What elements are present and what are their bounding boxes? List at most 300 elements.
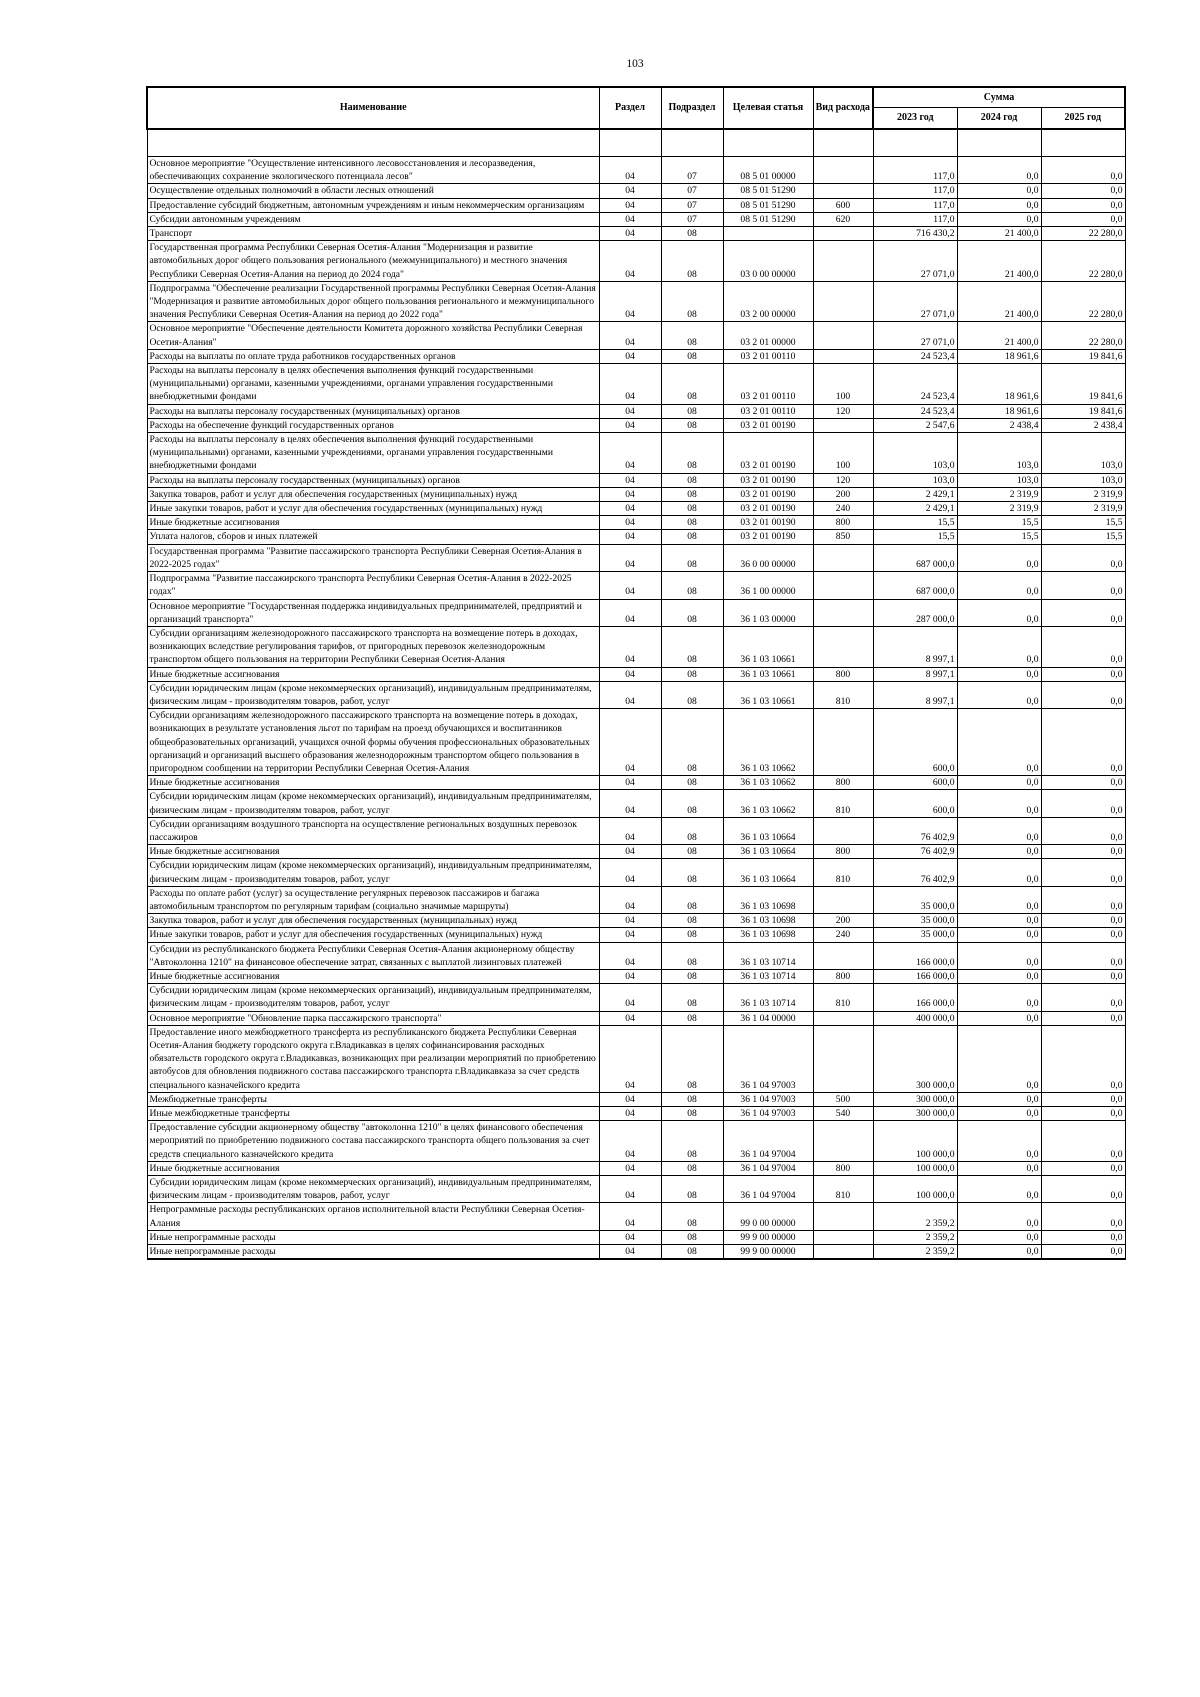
row-subsection: 08 xyxy=(661,1011,723,1025)
row-sum-2025: 0,0 xyxy=(1041,790,1125,817)
row-sum-2023: 687 000,0 xyxy=(873,572,957,599)
row-sum-2024: 15,5 xyxy=(957,516,1041,530)
row-name: Расходы на выплаты по оплате труда работников государственных органов xyxy=(147,349,599,363)
row-sum-2023: 600,0 xyxy=(873,709,957,776)
row-subsection: 08 xyxy=(661,1230,723,1244)
row-name: Субсидии организациям воздушного транспорта на осуществление региональных воздушных перевозок пассажиров xyxy=(147,817,599,844)
row-sum-2024: 0,0 xyxy=(957,1176,1041,1203)
row-sum-2024: 2 319,9 xyxy=(957,502,1041,516)
row-section: 04 xyxy=(599,1230,661,1244)
row-expense-type: 800 xyxy=(813,969,873,983)
row-sum-2024: 0,0 xyxy=(957,184,1041,198)
row-section: 04 xyxy=(599,349,661,363)
row-name: Иные закупки товаров, работ и услуг для обеспечения государственных (муниципальных) нужд xyxy=(147,928,599,942)
row-sum-2025: 15,5 xyxy=(1041,516,1125,530)
row-sum-2025: 0,0 xyxy=(1041,198,1125,212)
table-row xyxy=(147,1245,1125,1260)
row-sum-2023: 35 000,0 xyxy=(873,886,957,913)
row-name: Расходы на обеспечение функций государственных органов xyxy=(147,418,599,432)
row-sum-2023: 300 000,0 xyxy=(873,1107,957,1121)
row-target: 36 1 03 10664 xyxy=(723,845,813,859)
row-sum-2023: 2 547,6 xyxy=(873,418,957,432)
row-target: 36 1 03 10662 xyxy=(723,790,813,817)
row-sum-2025: 0,0 xyxy=(1041,212,1125,226)
table-row xyxy=(147,859,1125,886)
col-header-target: Целевая статья xyxy=(723,87,813,129)
row-expense-type xyxy=(813,1121,873,1162)
row-sum-2023: 166 000,0 xyxy=(873,969,957,983)
row-name: Уплата налогов, сборов и иных платежей xyxy=(147,530,599,544)
row-subsection: 07 xyxy=(661,157,723,184)
row-sum-2025: 22 280,0 xyxy=(1041,322,1125,349)
row-subsection: 07 xyxy=(661,198,723,212)
row-sum-2023: 27 071,0 xyxy=(873,241,957,282)
row-name: Основное мероприятие "Государственная поддержка индивидуальных предпринимателей, предприятий и организаций транспорта" xyxy=(147,599,599,626)
row-section: 04 xyxy=(599,1161,661,1175)
row-name: Субсидии юридическим лицам (кроме некоммерческих организаций), индивидуальным предпринимателям, физическим лицам - производителям товаров, работ, услуг xyxy=(147,859,599,886)
row-name: Расходы по оплате работ (услуг) за осуществление регулярных перевозок пассажиров и багажа автомобильным транспортом по регулярным тарифам (социально значимые маршруты) xyxy=(147,886,599,913)
row-subsection: 08 xyxy=(661,404,723,418)
row-expense-type: 120 xyxy=(813,404,873,418)
row-sum-2025: 2 319,9 xyxy=(1041,502,1125,516)
row-sum-2024: 103,0 xyxy=(957,433,1041,474)
row-expense-type: 800 xyxy=(813,667,873,681)
row-expense-type xyxy=(813,886,873,913)
row-target: 08 5 01 51290 xyxy=(723,198,813,212)
row-sum-2023: 100 000,0 xyxy=(873,1176,957,1203)
col-header-expense-type: Вид расхода xyxy=(813,87,873,129)
row-name: Расходы на выплаты персоналу в целях обеспечения выполнения функций государственными (муниципальными) органами, казенными учреждениями, органами управления государственными внебюджетными фондами xyxy=(147,433,599,474)
row-subsection: 08 xyxy=(661,473,723,487)
row-sum-2023: 300 000,0 xyxy=(873,1025,957,1092)
row-name: Расходы на выплаты персоналу государственных (муниципальных) органов xyxy=(147,473,599,487)
row-sum-2023: 166 000,0 xyxy=(873,984,957,1011)
row-target: 36 1 03 10664 xyxy=(723,817,813,844)
row-target xyxy=(723,227,813,241)
row-sum-2025: 0,0 xyxy=(1041,942,1125,969)
row-sum-2023: 2 359,2 xyxy=(873,1203,957,1230)
row-sum-2023: 400 000,0 xyxy=(873,1011,957,1025)
row-section: 04 xyxy=(599,487,661,501)
row-name: Основное мероприятие "Обеспечение деятельности Комитета дорожного хозяйства Республики Северная Осетия-Алания" xyxy=(147,322,599,349)
row-sum-2025: 0,0 xyxy=(1041,709,1125,776)
row-expense-type: 810 xyxy=(813,1176,873,1203)
row-sum-2023: 2 429,1 xyxy=(873,487,957,501)
row-section: 04 xyxy=(599,1011,661,1025)
col-header-name: Наименование xyxy=(147,87,599,129)
col-header-subsection: Подраздел xyxy=(661,87,723,129)
table-row xyxy=(147,349,1125,363)
table-row xyxy=(147,572,1125,599)
row-name: Субсидии юридическим лицам (кроме некоммерческих организаций), индивидуальным предпринимателям, физическим лицам - производителям товаров, работ, услуг xyxy=(147,790,599,817)
table-row xyxy=(147,198,1125,212)
row-name: Субсидии из республиканского бюджета Республики Северная Осетия-Алания акционерному обществу "Автоколонна 1210" на финансовое обеспечение затрат, связанных с выплатой лизинговых платежей xyxy=(147,942,599,969)
row-name: Субсидии автономным учреждениям xyxy=(147,212,599,226)
row-sum-2024: 18 961,6 xyxy=(957,349,1041,363)
row-target: 03 2 01 00190 xyxy=(723,487,813,501)
row-sum-2024: 0,0 xyxy=(957,776,1041,790)
table-row xyxy=(147,776,1125,790)
row-sum-2025: 0,0 xyxy=(1041,928,1125,942)
row-sum-2023: 166 000,0 xyxy=(873,942,957,969)
row-sum-2025: 0,0 xyxy=(1041,599,1125,626)
row-sum-2024: 0,0 xyxy=(957,1121,1041,1162)
row-subsection: 08 xyxy=(661,1025,723,1092)
row-target: 36 1 03 10661 xyxy=(723,626,813,667)
row-expense-type: 800 xyxy=(813,776,873,790)
row-sum-2024: 0,0 xyxy=(957,845,1041,859)
row-sum-2023: 600,0 xyxy=(873,790,957,817)
row-sum-2023: 716 430,2 xyxy=(873,227,957,241)
row-sum-2024: 0,0 xyxy=(957,1025,1041,1092)
row-sum-2023: 76 402,9 xyxy=(873,859,957,886)
row-sum-2023: 8 997,1 xyxy=(873,667,957,681)
row-sum-2024: 0,0 xyxy=(957,198,1041,212)
table-row xyxy=(147,817,1125,844)
row-subsection: 08 xyxy=(661,530,723,544)
row-section: 04 xyxy=(599,859,661,886)
table-row xyxy=(147,487,1125,501)
row-target: 36 1 03 00000 xyxy=(723,599,813,626)
table-header xyxy=(147,87,1125,129)
row-sum-2023: 2 429,1 xyxy=(873,502,957,516)
row-target: 08 5 01 51290 xyxy=(723,212,813,226)
row-name: Подпрограмма "Обеспечение реализации Государственной программы Республики Северная Осетия-Алания "Модернизация и развитие автомобильных дорог общего пользования регионального и межмуниципального значения Республики Северная Осетия-Алания на период до 2022 года" xyxy=(147,281,599,322)
row-expense-type: 800 xyxy=(813,516,873,530)
row-target: 36 1 03 10698 xyxy=(723,928,813,942)
row-sum-2023: 103,0 xyxy=(873,433,957,474)
row-subsection: 08 xyxy=(661,1107,723,1121)
table-row xyxy=(147,473,1125,487)
table-row xyxy=(147,790,1125,817)
row-sum-2024: 0,0 xyxy=(957,667,1041,681)
row-sum-2024: 21 400,0 xyxy=(957,322,1041,349)
row-sum-2025: 0,0 xyxy=(1041,1245,1125,1260)
row-sum-2025: 0,0 xyxy=(1041,1203,1125,1230)
table-row xyxy=(147,626,1125,667)
budget-table xyxy=(146,86,1126,1260)
table-row xyxy=(147,544,1125,571)
row-name: Расходы на выплаты персоналу государственных (муниципальных) органов xyxy=(147,404,599,418)
row-sum-2023: 15,5 xyxy=(873,530,957,544)
row-expense-type xyxy=(813,1025,873,1092)
table-row xyxy=(147,212,1125,226)
row-sum-2024: 2 319,9 xyxy=(957,487,1041,501)
row-sum-2023: 117,0 xyxy=(873,184,957,198)
row-subsection: 08 xyxy=(661,928,723,942)
row-target: 03 2 01 00000 xyxy=(723,322,813,349)
spacer-row xyxy=(147,129,1125,157)
row-section: 04 xyxy=(599,544,661,571)
row-expense-type: 100 xyxy=(813,364,873,405)
row-target: 08 5 01 00000 xyxy=(723,157,813,184)
row-sum-2023: 24 523,4 xyxy=(873,364,957,405)
row-sum-2025: 0,0 xyxy=(1041,667,1125,681)
row-sum-2023: 24 523,4 xyxy=(873,404,957,418)
row-subsection: 08 xyxy=(661,790,723,817)
row-target: 36 0 00 00000 xyxy=(723,544,813,571)
row-sum-2023: 8 997,1 xyxy=(873,626,957,667)
table-row xyxy=(147,599,1125,626)
row-section: 04 xyxy=(599,473,661,487)
row-sum-2025: 22 280,0 xyxy=(1041,241,1125,282)
table-body xyxy=(147,129,1125,1259)
row-sum-2025: 15,5 xyxy=(1041,530,1125,544)
row-sum-2025: 2 438,4 xyxy=(1041,418,1125,432)
row-subsection: 08 xyxy=(661,433,723,474)
row-target: 36 1 03 10698 xyxy=(723,886,813,913)
row-name: Транспорт xyxy=(147,227,599,241)
row-sum-2023: 287 000,0 xyxy=(873,599,957,626)
row-expense-type xyxy=(813,709,873,776)
row-target: 36 1 04 97003 xyxy=(723,1092,813,1106)
row-target: 36 1 04 97003 xyxy=(723,1107,813,1121)
row-sum-2025: 0,0 xyxy=(1041,572,1125,599)
row-name: Иные закупки товаров, работ и услуг для обеспечения государственных (муниципальных) нужд xyxy=(147,502,599,516)
row-target: 36 1 03 10714 xyxy=(723,942,813,969)
row-target: 03 2 01 00110 xyxy=(723,349,813,363)
row-name: Иные бюджетные ассигнования xyxy=(147,776,599,790)
row-section: 04 xyxy=(599,157,661,184)
row-sum-2025: 0,0 xyxy=(1041,157,1125,184)
row-subsection: 08 xyxy=(661,969,723,983)
row-subsection: 08 xyxy=(661,709,723,776)
row-subsection: 08 xyxy=(661,599,723,626)
row-sum-2024: 0,0 xyxy=(957,157,1041,184)
row-target: 36 1 03 10662 xyxy=(723,776,813,790)
row-name: Иные бюджетные ассигнования xyxy=(147,516,599,530)
row-expense-type: 240 xyxy=(813,928,873,942)
row-expense-type xyxy=(813,942,873,969)
row-sum-2025: 103,0 xyxy=(1041,473,1125,487)
row-section: 04 xyxy=(599,928,661,942)
row-expense-type xyxy=(813,1011,873,1025)
row-section: 04 xyxy=(599,1203,661,1230)
table-row xyxy=(147,227,1125,241)
row-name: Иные непрограммные расходы xyxy=(147,1245,599,1260)
table-row xyxy=(147,886,1125,913)
row-name: Субсидии юридическим лицам (кроме некоммерческих организаций), индивидуальным предпринимателям, физическим лицам - производителям товаров, работ, услуг xyxy=(147,1176,599,1203)
row-target: 36 1 04 00000 xyxy=(723,1011,813,1025)
row-target: 03 0 00 00000 xyxy=(723,241,813,282)
row-section: 04 xyxy=(599,709,661,776)
row-subsection: 08 xyxy=(661,1161,723,1175)
row-sum-2025: 22 280,0 xyxy=(1041,281,1125,322)
row-sum-2025: 103,0 xyxy=(1041,433,1125,474)
row-sum-2025: 0,0 xyxy=(1041,886,1125,913)
row-sum-2023: 8 997,1 xyxy=(873,681,957,708)
row-expense-type xyxy=(813,817,873,844)
row-sum-2023: 117,0 xyxy=(873,212,957,226)
row-target: 03 2 01 00190 xyxy=(723,516,813,530)
row-section: 04 xyxy=(599,516,661,530)
row-sum-2024: 0,0 xyxy=(957,859,1041,886)
row-section: 04 xyxy=(599,817,661,844)
row-sum-2024: 0,0 xyxy=(957,544,1041,571)
table-row xyxy=(147,942,1125,969)
row-target: 36 1 03 10661 xyxy=(723,667,813,681)
row-section: 04 xyxy=(599,599,661,626)
row-target: 36 1 03 10664 xyxy=(723,859,813,886)
row-sum-2025: 19 841,6 xyxy=(1041,404,1125,418)
row-name: Субсидии организациям железнодорожного пассажирского транспорта на возмещение потерь в доходах, возникающих в результате установления льгот по тарифам на проезд обучающихся и воспитанников общеобразовательных организаций, учащихся очной формы обучения профессиональных образовательных организаций и организаций высшего образования железнодорожным транспортом общего пользования в пригородном сообщении на территории Республики Северная Осетия-Алания xyxy=(147,709,599,776)
row-expense-type: 120 xyxy=(813,473,873,487)
row-target: 36 1 00 00000 xyxy=(723,572,813,599)
row-sum-2023: 300 000,0 xyxy=(873,1092,957,1106)
row-section: 04 xyxy=(599,1121,661,1162)
row-sum-2025: 19 841,6 xyxy=(1041,364,1125,405)
row-subsection: 08 xyxy=(661,984,723,1011)
table-row xyxy=(147,516,1125,530)
row-section: 04 xyxy=(599,212,661,226)
row-subsection: 08 xyxy=(661,681,723,708)
row-section: 04 xyxy=(599,845,661,859)
row-sum-2025: 0,0 xyxy=(1041,1121,1125,1162)
row-sum-2023: 27 071,0 xyxy=(873,322,957,349)
row-section: 04 xyxy=(599,1176,661,1203)
row-sum-2025: 22 280,0 xyxy=(1041,227,1125,241)
table-row xyxy=(147,845,1125,859)
row-name: Расходы на выплаты персоналу в целях обеспечения выполнения функций государственными (муниципальными) органами, казенными учреждениями, органами управления государственными внебюджетными фондами xyxy=(147,364,599,405)
row-name: Предоставление иного межбюджетного трансферта из республиканского бюджета Республики Северная Осетия-Алания бюджету городского округа г.Владикавказ в целях софинансирования расходных обязательств городского округа г.Владикавказ, возникающих при реализации мероприятий по приобретению автобусов для обновления подвижного состава пассажирского транспорта г.Владикавказа за счет средств специального казначейского кредита xyxy=(147,1025,599,1092)
row-sum-2024: 0,0 xyxy=(957,1092,1041,1106)
row-section: 04 xyxy=(599,681,661,708)
row-sum-2025: 0,0 xyxy=(1041,1025,1125,1092)
row-sum-2024: 0,0 xyxy=(957,817,1041,844)
row-section: 04 xyxy=(599,184,661,198)
row-sum-2025: 0,0 xyxy=(1041,1011,1125,1025)
row-section: 04 xyxy=(599,198,661,212)
row-section: 04 xyxy=(599,433,661,474)
row-name: Иные бюджетные ассигнования xyxy=(147,969,599,983)
table-row xyxy=(147,530,1125,544)
row-target: 03 2 01 00190 xyxy=(723,433,813,474)
row-sum-2024: 0,0 xyxy=(957,914,1041,928)
row-subsection: 08 xyxy=(661,942,723,969)
row-expense-type xyxy=(813,184,873,198)
row-subsection: 07 xyxy=(661,212,723,226)
row-target: 03 2 01 00190 xyxy=(723,502,813,516)
row-target: 36 1 04 97004 xyxy=(723,1176,813,1203)
row-section: 04 xyxy=(599,914,661,928)
table-row xyxy=(147,502,1125,516)
row-target: 99 9 00 00000 xyxy=(723,1230,813,1244)
row-subsection: 08 xyxy=(661,626,723,667)
row-sum-2024: 21 400,0 xyxy=(957,241,1041,282)
row-target: 36 1 04 97004 xyxy=(723,1161,813,1175)
row-sum-2025: 0,0 xyxy=(1041,1230,1125,1244)
table-row xyxy=(147,433,1125,474)
row-section: 04 xyxy=(599,626,661,667)
row-subsection: 08 xyxy=(661,1203,723,1230)
row-expense-type xyxy=(813,418,873,432)
col-header-2025: 2025 год xyxy=(1041,108,1125,130)
row-sum-2023: 117,0 xyxy=(873,157,957,184)
table-row xyxy=(147,1176,1125,1203)
row-subsection: 08 xyxy=(661,1176,723,1203)
row-section: 04 xyxy=(599,241,661,282)
table-row xyxy=(147,322,1125,349)
row-sum-2024: 15,5 xyxy=(957,530,1041,544)
row-target: 36 1 04 97003 xyxy=(723,1025,813,1092)
row-expense-type xyxy=(813,572,873,599)
table-row xyxy=(147,281,1125,322)
row-sum-2023: 35 000,0 xyxy=(873,914,957,928)
row-sum-2023: 76 402,9 xyxy=(873,817,957,844)
row-expense-type xyxy=(813,241,873,282)
row-sum-2025: 0,0 xyxy=(1041,817,1125,844)
row-sum-2024: 0,0 xyxy=(957,1011,1041,1025)
row-sum-2024: 0,0 xyxy=(957,212,1041,226)
row-sum-2024: 0,0 xyxy=(957,681,1041,708)
row-section: 04 xyxy=(599,1025,661,1092)
row-expense-type: 810 xyxy=(813,681,873,708)
row-subsection: 08 xyxy=(661,516,723,530)
row-sum-2025: 0,0 xyxy=(1041,859,1125,886)
table-row xyxy=(147,914,1125,928)
row-name: Иные бюджетные ассигнования xyxy=(147,667,599,681)
row-target: 36 1 03 10662 xyxy=(723,709,813,776)
table-row xyxy=(147,709,1125,776)
row-sum-2025: 0,0 xyxy=(1041,984,1125,1011)
page-number: 103 xyxy=(626,58,644,70)
row-expense-type xyxy=(813,1245,873,1260)
row-expense-type xyxy=(813,544,873,571)
row-subsection: 08 xyxy=(661,241,723,282)
row-sum-2023: 600,0 xyxy=(873,776,957,790)
row-sum-2023: 100 000,0 xyxy=(873,1161,957,1175)
row-name: Иные бюджетные ассигнования xyxy=(147,1161,599,1175)
row-sum-2023: 2 359,2 xyxy=(873,1230,957,1244)
row-sum-2023: 24 523,4 xyxy=(873,349,957,363)
row-name: Подпрограмма "Развитие пассажирского транспорта Республики Северная Осетия-Алания в 2022-2025 годах" xyxy=(147,572,599,599)
col-header-2024: 2024 год xyxy=(957,108,1041,130)
row-subsection: 08 xyxy=(661,364,723,405)
row-subsection: 08 xyxy=(661,502,723,516)
row-section: 04 xyxy=(599,886,661,913)
row-target: 36 1 03 10661 xyxy=(723,681,813,708)
row-expense-type: 850 xyxy=(813,530,873,544)
row-subsection: 08 xyxy=(661,349,723,363)
col-header-2023: 2023 год xyxy=(873,108,957,130)
row-sum-2025: 2 319,9 xyxy=(1041,487,1125,501)
table-row xyxy=(147,418,1125,432)
row-sum-2024: 0,0 xyxy=(957,969,1041,983)
row-subsection: 08 xyxy=(661,845,723,859)
row-subsection: 08 xyxy=(661,418,723,432)
row-subsection: 08 xyxy=(661,667,723,681)
row-subsection: 08 xyxy=(661,886,723,913)
row-sum-2025: 0,0 xyxy=(1041,184,1125,198)
row-subsection: 08 xyxy=(661,281,723,322)
row-sum-2024: 0,0 xyxy=(957,709,1041,776)
row-sum-2023: 15,5 xyxy=(873,516,957,530)
row-sum-2024: 0,0 xyxy=(957,572,1041,599)
table-row xyxy=(147,1107,1125,1121)
row-expense-type: 800 xyxy=(813,1161,873,1175)
row-sum-2025: 0,0 xyxy=(1041,544,1125,571)
row-expense-type: 600 xyxy=(813,198,873,212)
table-row xyxy=(147,1230,1125,1244)
row-sum-2024: 0,0 xyxy=(957,984,1041,1011)
row-subsection: 08 xyxy=(661,544,723,571)
row-section: 04 xyxy=(599,530,661,544)
row-name: Государственная программа Республики Северная Осетия-Алания "Модернизация и развитие автомобильных дорог общего пользования регионального (межмуниципального) и местного значения Республики Северная Осетия-Алания на период до 2024 года" xyxy=(147,241,599,282)
row-sum-2025: 0,0 xyxy=(1041,681,1125,708)
row-sum-2024: 0,0 xyxy=(957,1230,1041,1244)
row-sum-2025: 0,0 xyxy=(1041,845,1125,859)
row-target: 03 2 01 00190 xyxy=(723,418,813,432)
